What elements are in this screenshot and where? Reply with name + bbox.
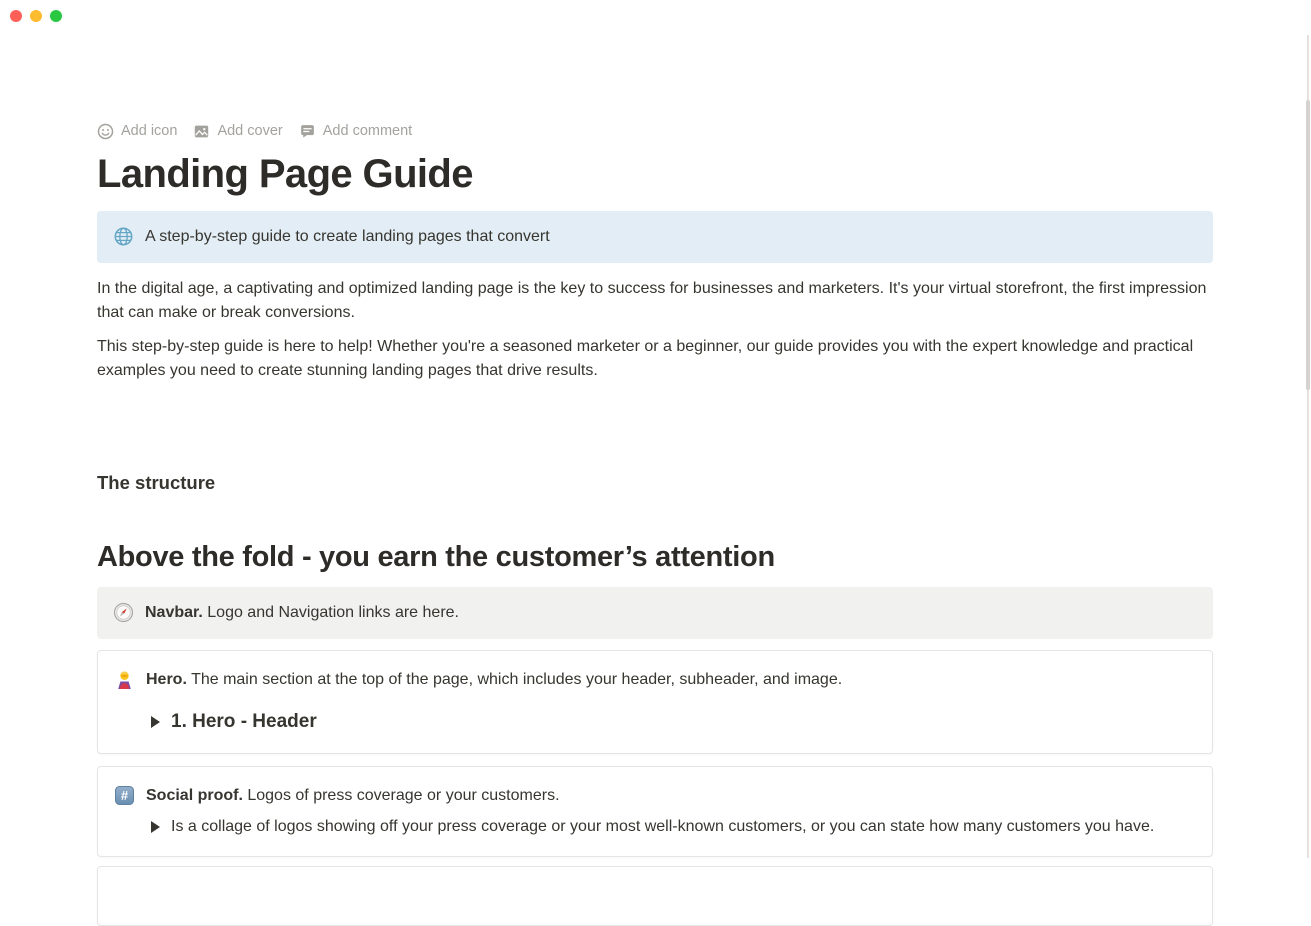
- next-card-partial: [97, 866, 1213, 926]
- add-comment-label: Add comment: [323, 123, 412, 139]
- window-controls: [10, 10, 62, 22]
- hero-header-toggle[interactable]: [151, 709, 1196, 735]
- superhero-icon: [114, 669, 135, 690]
- hero-callout-text: [146, 668, 842, 692]
- navbar-callout-body: Logo and Navigation links are here.: [207, 604, 459, 621]
- keycap-hash-icon: [114, 785, 135, 806]
- maximize-window-button[interactable]: [50, 10, 62, 22]
- intro-callout[interactable]: [97, 211, 1213, 263]
- navbar-callout-text: [145, 602, 459, 624]
- social-proof-callout-text: [146, 784, 560, 808]
- add-cover-label: Add cover: [217, 123, 282, 139]
- keycap-hash-glyph: #: [115, 786, 134, 805]
- navbar-callout-label: Navbar.: [145, 604, 203, 621]
- document-body: [97, 0, 1213, 926]
- close-window-button[interactable]: [10, 10, 22, 22]
- add-comment-button[interactable]: [299, 123, 412, 140]
- page-title[interactable]: Landing Page Guide: [97, 150, 1213, 198]
- heading-the-structure: The structure: [97, 471, 1213, 495]
- add-icon-label: Add icon: [121, 123, 177, 139]
- social-proof-toggle[interactable]: [151, 815, 1196, 839]
- toggle-triangle-icon[interactable]: [151, 716, 160, 728]
- social-proof-card: [97, 766, 1213, 857]
- hero-callout[interactable]: [114, 668, 1196, 692]
- add-icon-button[interactable]: [97, 123, 177, 140]
- image-icon: [193, 123, 210, 140]
- scrollbar-thumb[interactable]: [1306, 100, 1310, 390]
- hero-card: [97, 650, 1213, 754]
- hero-header-toggle-label[interactable]: 1. Hero - Header: [171, 709, 317, 735]
- hero-callout-label: Hero.: [146, 671, 187, 688]
- hero-callout-body: The main section at the top of the page, which includes your header, subheader, and image.: [191, 671, 842, 688]
- heading-above-the-fold: Above the fold - you earn the customer’s attention: [97, 539, 1213, 575]
- paragraph-intro-2: This step-by-step guide is here to help! Whether you're a seasoned marketer or a beginner, our guide provides you with the expert knowledge and practical examples you need to create stunning landing pages that drive results.: [97, 335, 1213, 383]
- globe-icon: [113, 226, 134, 247]
- smiley-icon: [97, 123, 114, 140]
- social-proof-body: Logos of press coverage or your customers.: [247, 787, 559, 804]
- paragraph-intro-1: In the digital age, a captivating and optimized landing page is the key to success for businesses and marketers. It's your virtual storefront, the first impression that can make or break conversions.: [97, 277, 1213, 325]
- navbar-callout[interactable]: [97, 587, 1213, 639]
- page-action-row: [97, 121, 1213, 141]
- add-cover-button[interactable]: [193, 123, 282, 140]
- social-proof-callout[interactable]: [114, 784, 1196, 808]
- minimize-window-button[interactable]: [30, 10, 42, 22]
- social-proof-toggle-label[interactable]: Is a collage of logos showing off your press coverage or your most well-known customers, or you can state how many customers you have.: [171, 815, 1154, 839]
- compass-icon: [113, 602, 134, 623]
- intro-callout-text: A step-by-step guide to create landing pages that convert: [145, 226, 550, 248]
- comment-icon: [299, 123, 316, 140]
- toggle-triangle-icon[interactable]: [151, 821, 160, 833]
- social-proof-label: Social proof.: [146, 787, 243, 804]
